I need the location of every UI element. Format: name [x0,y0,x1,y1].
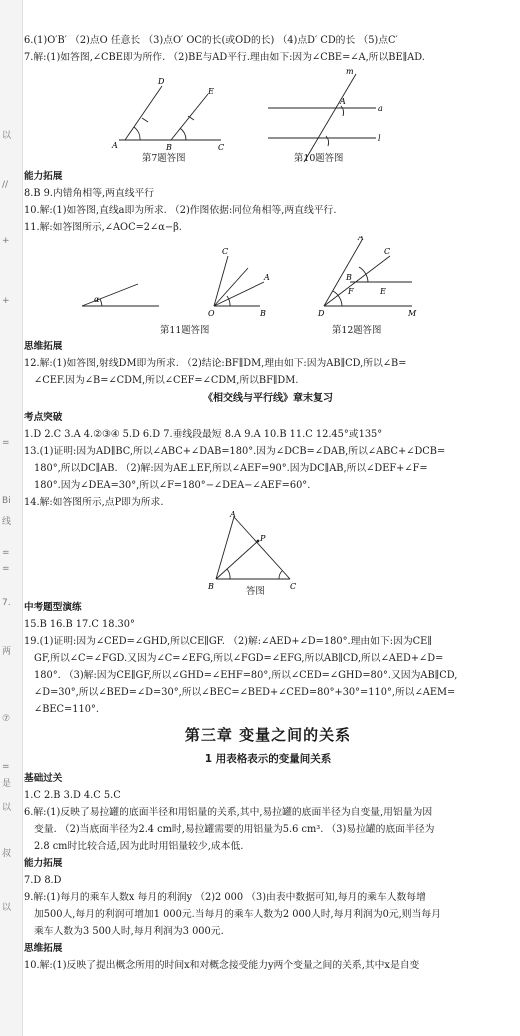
answer-line: ∠D=30°,所以∠BED=∠D=30°,所以∠BEC=∠BED+∠CED=80°+30°=110°,所以∠AEM= [34,687,456,698]
svg-text:α: α [94,295,100,304]
answer-line: 180°. （3)解:因为CE∥GF,所以∠GHD=∠EHF=80°,所以∠CED=∠GHD=80°.又因为AB∥CD, [34,670,458,681]
svg-text:C: C [222,247,229,256]
svg-text:B: B [346,273,352,282]
svg-text:E: E [380,287,386,296]
answer-line: 11.解:如答图所示,∠AOC=2∠α−β. [24,222,182,233]
section-heading: 能力拓展 [24,858,63,869]
section-heading: 思维拓展 [24,943,63,954]
section-heading: 思维拓展 [24,341,63,352]
svg-text:M: M [408,309,417,318]
margin-glyph: 7. [2,598,11,608]
svg-text:P: P [260,534,266,543]
answer-line: ∠CEF.因为∠B=∠CDM,所以∠CEF=∠CDM,所以BF∥DM. [34,375,299,386]
svg-text:l: l [378,134,381,143]
margin-glyph: = [2,564,10,574]
svg-text:C: C [384,247,391,256]
answer-line: 180°.因为∠DEA=30°,所以∠F=180°−∠DEA−∠AEF=60°. [34,480,311,491]
figures-row-7-10 [24,66,512,168]
figure-14-diagram [24,511,512,599]
figure-11-diagram [24,236,512,338]
answer-line: 19.(1)证明:因为∠CED=∠GHD,所以CE∥GF. （2)解:∠AED+∠D=180°.理由如下:因为CE∥ [24,636,432,647]
svg-text:m: m [346,67,354,76]
answer-line: ∠BEC=110°. [34,704,99,715]
margin-glyph: 线 [2,517,12,527]
svg-text:C: C [218,143,225,152]
answer-line: 1.D 2.C 3.A 4.②③④ 5.D 6.D 7.垂线段最短 8.A 9.A 10.B 11.C 12.45°或135° [24,429,383,440]
margin-glyph: 以 [2,903,12,913]
answer-line: 13.(1)证明:因为AD∥BC,所以∠ABC+∠DAB=180°.因为∠DCB=∠DAB,所以∠ABC+∠DCB= [24,446,446,457]
svg-text:A: A [340,97,346,106]
answer-line: 乘车人数为3 500人时,每月利润为3 000元. [34,926,224,937]
answer-line: 2.8 cm时比较合适,因为此时用铝量较少,成本低. [34,841,244,852]
margin-glyph: ⑦ [2,714,11,724]
figures-row-11-12 [24,236,512,338]
section-heading: 基础过关 [24,773,63,784]
answer-line: 10.解:(1)反映了提出概念所用的时间x和对概念接受能力y两个变量之间的关系,其中x是自变 [24,960,420,971]
svg-text:D: D [318,309,325,318]
svg-text:A: A [264,273,270,282]
answer-line: 12.解:(1)如答图,射线DM即为所求. （2)结论:BF∥DM,理由如下:因为AB∥CD,所以∠B= [24,358,407,369]
answer-page [24,32,512,974]
margin-glyph: 叔 [2,849,12,859]
answer-line: 9.解:(1)每月的乘车人数x 每月的利润y （2)2 000 （3)由表中数据可知,每月的乘车人数每增 [24,892,426,903]
figure-14 [24,511,512,599]
margin-glyph: + [2,236,10,246]
svg-text:B: B [166,143,172,152]
answer-line: 180°,所以DC∥AB. （2)解:因为AE⊥EF,所以∠AEF=90°.因为DC∥AB,所以∠DEF+∠F= [34,463,428,474]
margin-glyph: 以 [2,131,12,141]
answer-line: 7.解:(1)如答图,∠CBE即为所作. （2)BE与AD平行.理由如下:因为∠CBE=∠A,所以BE∥AD. [24,52,425,63]
figure-12-caption: 第12题答图 [332,325,382,336]
answer-line: 加500人,每月的利润可增加1 000元.当每月的乘车人数为2 000人时,每月利润为0元,则当每月 [34,909,441,920]
answer-line: GF,所以∠C=∠FGD.又因为∠C=∠EFG,所以∠FGD=∠EFG,所以AB∥CD,所以∠AED+∠D= [34,653,444,664]
lesson-title: 1 用表格表示的变量间关系 [204,753,332,765]
section-heading: 考点突破 [24,412,63,423]
figure-10-caption: 第10题答图 [294,153,344,164]
svg-text:F: F [348,287,354,296]
margin-glyph: 以 [2,803,12,813]
answer-line: 1.C 2.B 3.D 4.C 5.C [24,790,121,801]
margin-glyph: = [2,438,10,448]
svg-text:A: A [358,236,364,242]
svg-text:B: B [208,582,214,591]
chapter-title: 第三章 变量之间的关系 [184,726,352,744]
answer-line: 7.D 8.D [24,875,62,886]
left-margin-strip [0,0,23,1036]
margin-glyph: + [2,296,10,306]
margin-glyph: = [2,548,10,558]
svg-text:E: E [208,87,214,96]
figure-7-diagram [24,66,512,168]
section-heading: 中考题型演练 [24,602,82,613]
svg-text:a: a [378,104,383,113]
answer-line: 15.B 16.B 17.C 18.30° [24,619,135,630]
section-heading: 能力拓展 [24,171,63,182]
margin-glyph: 两 [2,647,12,657]
chapter-review-title: 《相交线与平行线》章末复习 [203,393,333,404]
svg-text:A: A [230,511,236,519]
margin-glyph: 是 [2,779,12,789]
figure-11-caption: 第11题答图 [160,325,210,336]
answer-line: 6.解:(1)反映了易拉罐的底面半径和用铝量的关系,其中,易拉罐的底面半径为自变量,用铝量为因 [24,807,433,818]
svg-text:O: O [208,309,215,318]
figure-7-caption: 第7题答图 [142,153,186,164]
answer-line: 6.(1)O′B′ （2)点O 任意长 （3)点O′ OC的长(或OD的长) （4)点D′ CD的长 （5)点C′ [24,35,398,46]
svg-text:A: A [112,141,118,150]
margin-glyph: // [2,180,9,190]
answer-line: 8.B 9.内错角相等,两直线平行 [24,188,155,199]
margin-glyph: Bi [2,496,11,506]
answer-line: 14.解:如答图所示,点P即为所求. [24,497,164,508]
answer-line: 变量. （2)当底面半径为2.4 cm时,易拉罐需要的用铝量为5.6 cm³. （3)易拉罐的底面半径为 [34,824,435,835]
svg-text:D: D [158,77,165,86]
answer-line: 10.解:(1)如答图,直线a即为所求. （2)作图依据:同位角相等,两直线平行. [24,205,337,216]
margin-glyph: = [2,762,10,772]
svg-text:C: C [290,582,297,591]
figure-14-caption: 答图 [246,586,265,597]
svg-text:B: B [260,309,266,318]
